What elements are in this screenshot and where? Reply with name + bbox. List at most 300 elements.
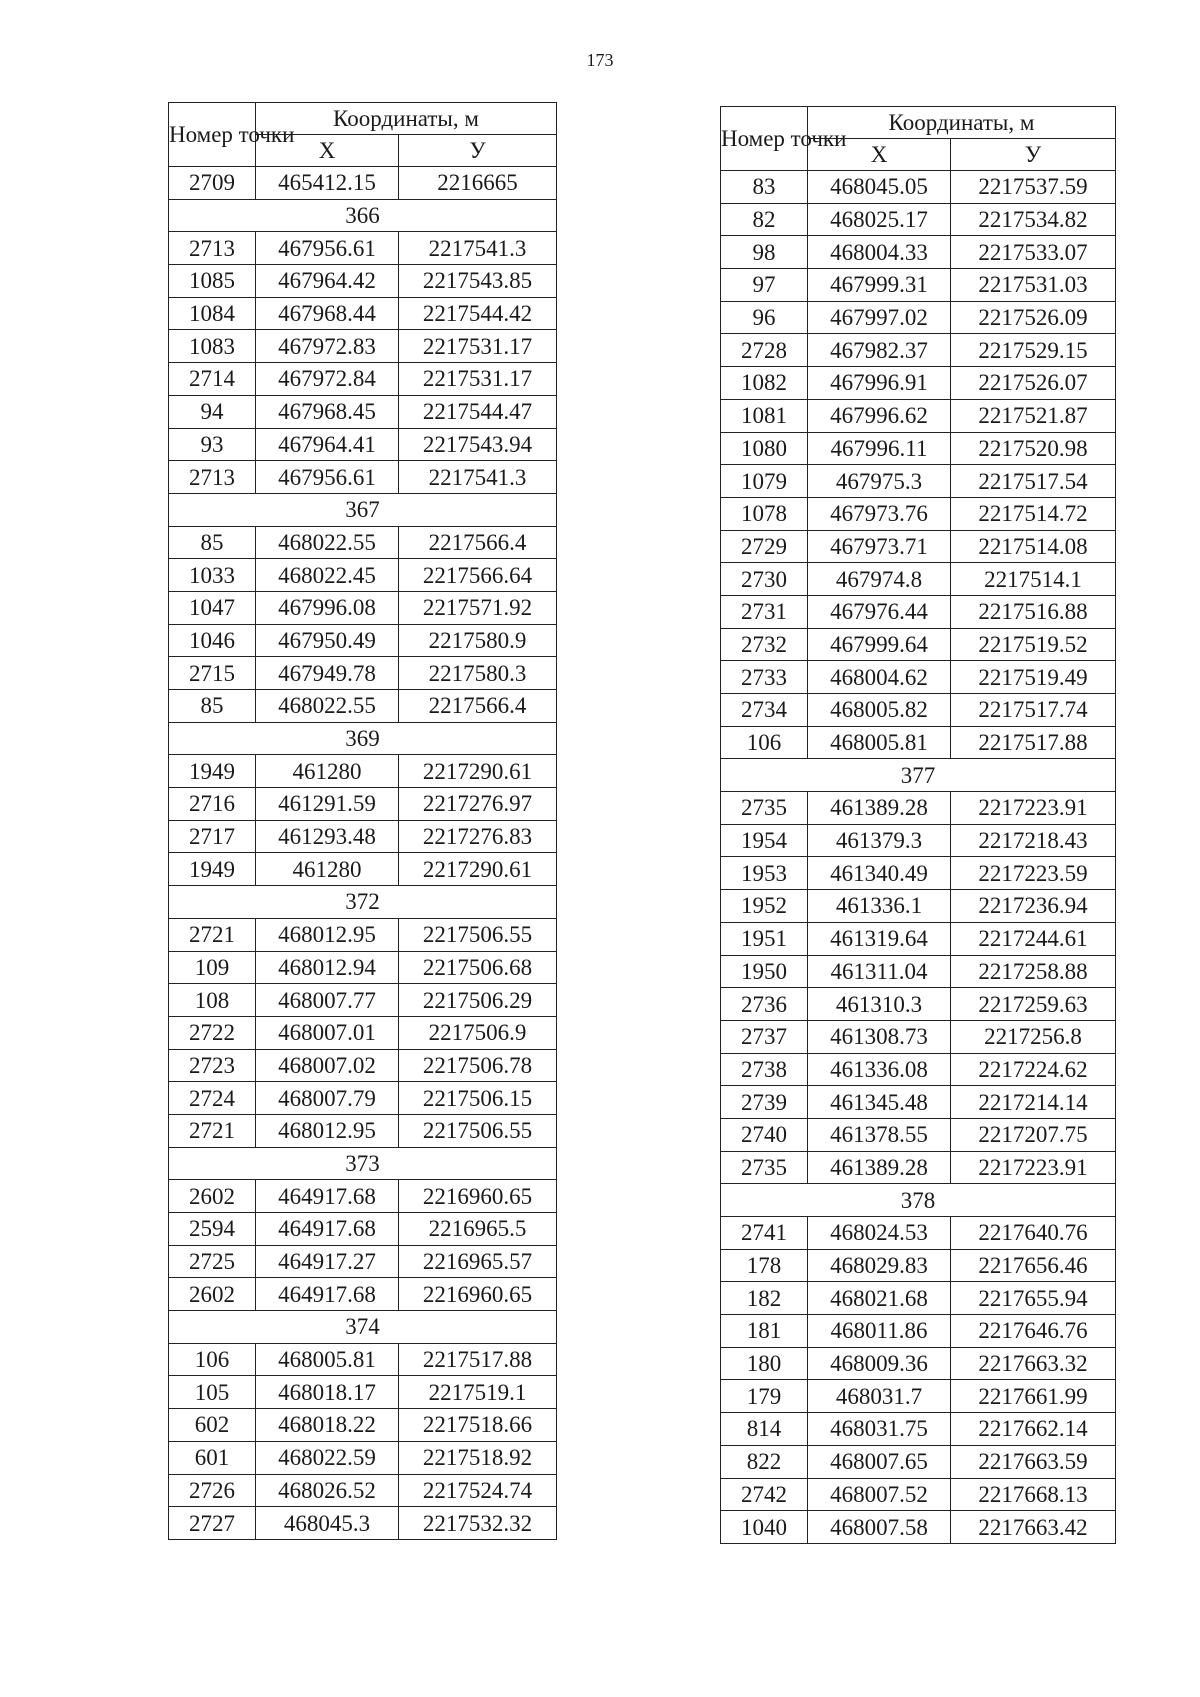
- y-coordinate-cell: 2217526.07: [951, 367, 1116, 400]
- point-number-cell: 2724: [169, 1082, 256, 1115]
- y-coordinate-cell: 2217223.59: [951, 857, 1116, 890]
- x-coordinate-cell: 467974.8: [808, 563, 951, 596]
- point-number-cell: 85: [169, 526, 256, 559]
- group-number: 369: [169, 722, 557, 755]
- coordinates-table-left: [168, 102, 557, 1540]
- table-row: [169, 1114, 557, 1147]
- x-coordinate-cell: 461340.49: [808, 857, 951, 890]
- x-coordinate-cell: 468004.33: [808, 236, 951, 269]
- point-number-cell: 2709: [169, 167, 256, 200]
- table-row: [169, 526, 557, 559]
- header-x: X: [808, 139, 951, 171]
- table-row: [169, 1441, 557, 1474]
- x-coordinate-cell: 468005.81: [808, 726, 951, 759]
- x-coordinate-cell: 464917.68: [256, 1213, 399, 1246]
- point-number-cell: 2713: [169, 232, 256, 265]
- point-number-cell: 83: [721, 171, 808, 204]
- x-coordinate-cell: 468012.95: [256, 1114, 399, 1147]
- point-number-cell: 1083: [169, 330, 256, 363]
- x-coordinate-cell: 464917.68: [256, 1180, 399, 1213]
- y-coordinate-cell: 2217214.14: [951, 1086, 1116, 1119]
- point-number-cell: 2713: [169, 461, 256, 494]
- point-number-cell: 2727: [169, 1507, 256, 1540]
- y-coordinate-cell: 2216665: [399, 167, 557, 200]
- table-row: [721, 1282, 1116, 1315]
- table-row: [721, 563, 1116, 596]
- x-coordinate-cell: 467999.64: [808, 628, 951, 661]
- group-row: [169, 199, 557, 232]
- point-number-cell: 1033: [169, 559, 256, 592]
- y-coordinate-cell: 2217517.88: [951, 726, 1116, 759]
- y-coordinate-cell: 2217276.97: [399, 788, 557, 821]
- point-number-cell: 1079: [721, 465, 808, 498]
- table-row: [721, 399, 1116, 432]
- point-number-cell: 2733: [721, 661, 808, 694]
- table-row: [169, 591, 557, 624]
- x-coordinate-cell: 468007.52: [808, 1478, 951, 1511]
- y-coordinate-cell: 2217258.88: [951, 955, 1116, 988]
- group-number: 367: [169, 493, 557, 526]
- y-coordinate-cell: 2217566.4: [399, 690, 557, 723]
- point-number-cell: 2737: [721, 1020, 808, 1053]
- y-coordinate-cell: 2217514.08: [951, 530, 1116, 563]
- header-point-number: Номер точки: [721, 107, 808, 171]
- point-number-cell: 182: [721, 1282, 808, 1315]
- x-coordinate-cell: 468022.45: [256, 559, 399, 592]
- y-coordinate-cell: 2217506.29: [399, 984, 557, 1017]
- x-coordinate-cell: 468029.83: [808, 1249, 951, 1282]
- point-number-cell: 2602: [169, 1180, 256, 1213]
- x-coordinate-cell: 461280: [256, 755, 399, 788]
- y-coordinate-cell: 2217506.78: [399, 1049, 557, 1082]
- group-row: [169, 493, 557, 526]
- group-number: 373: [169, 1147, 557, 1180]
- group-row: [721, 759, 1116, 792]
- x-coordinate-cell: 467975.3: [808, 465, 951, 498]
- y-coordinate-cell: 2217571.92: [399, 591, 557, 624]
- x-coordinate-cell: 468007.79: [256, 1082, 399, 1115]
- x-coordinate-cell: 461310.3: [808, 988, 951, 1021]
- point-number-cell: 1080: [721, 432, 808, 465]
- y-coordinate-cell: 2217518.66: [399, 1409, 557, 1442]
- y-coordinate-cell: 2217244.61: [951, 922, 1116, 955]
- y-coordinate-cell: 2217207.75: [951, 1118, 1116, 1151]
- header-y: У: [951, 139, 1116, 171]
- table-row: [721, 824, 1116, 857]
- y-coordinate-cell: 2217531.17: [399, 330, 557, 363]
- group-row: [169, 886, 557, 919]
- y-coordinate-cell: 2217662.14: [951, 1413, 1116, 1446]
- y-coordinate-cell: 2217655.94: [951, 1282, 1116, 1315]
- point-number-cell: 1953: [721, 857, 808, 890]
- table-row: [169, 232, 557, 265]
- x-coordinate-cell: 461336.08: [808, 1053, 951, 1086]
- y-coordinate-cell: 2217518.92: [399, 1441, 557, 1474]
- x-coordinate-cell: 467964.41: [256, 428, 399, 461]
- table-row: [169, 1082, 557, 1115]
- table-row: [721, 1249, 1116, 1282]
- y-coordinate-cell: 2217506.68: [399, 951, 557, 984]
- point-number-cell: 2738: [721, 1053, 808, 1086]
- table-row: [721, 595, 1116, 628]
- y-coordinate-cell: 2217541.3: [399, 461, 557, 494]
- x-coordinate-cell: 468018.22: [256, 1409, 399, 1442]
- table-row: [169, 265, 557, 298]
- point-number-cell: 1951: [721, 922, 808, 955]
- table-row: [721, 1413, 1116, 1446]
- point-number-cell: 1040: [721, 1511, 808, 1544]
- y-coordinate-cell: 2216960.65: [399, 1180, 557, 1213]
- table-row: [721, 1380, 1116, 1413]
- point-number-cell: 2736: [721, 988, 808, 1021]
- point-number-cell: 85: [169, 690, 256, 723]
- y-coordinate-cell: 2217276.83: [399, 820, 557, 853]
- x-coordinate-cell: 467956.61: [256, 232, 399, 265]
- point-number-cell: 1085: [169, 265, 256, 298]
- point-number-cell: 181: [721, 1315, 808, 1348]
- point-number-cell: 178: [721, 1249, 808, 1282]
- point-number-cell: 2729: [721, 530, 808, 563]
- table-body-right: [721, 171, 1116, 1544]
- table-row: [169, 1409, 557, 1442]
- table-row: [169, 1180, 557, 1213]
- header-point-number: Номер точки: [169, 103, 256, 167]
- table-row: [721, 367, 1116, 400]
- y-coordinate-cell: 2217223.91: [951, 792, 1116, 825]
- table-row: [721, 1347, 1116, 1380]
- point-number-cell: 2740: [721, 1118, 808, 1151]
- x-coordinate-cell: 467964.42: [256, 265, 399, 298]
- point-number-cell: 2741: [721, 1217, 808, 1250]
- x-coordinate-cell: 468011.86: [808, 1315, 951, 1348]
- page-number: 173: [586, 50, 614, 70]
- y-coordinate-cell: 2217533.07: [951, 236, 1116, 269]
- table-row: [169, 1016, 557, 1049]
- table-row: [169, 1474, 557, 1507]
- table-row: [169, 1278, 557, 1311]
- y-coordinate-cell: 2217514.72: [951, 497, 1116, 530]
- point-number-cell: 1949: [169, 755, 256, 788]
- y-coordinate-cell: 2217544.42: [399, 297, 557, 330]
- x-coordinate-cell: 467996.62: [808, 399, 951, 432]
- y-coordinate-cell: 2217566.64: [399, 559, 557, 592]
- x-coordinate-cell: 468007.65: [808, 1445, 951, 1478]
- header-coordinates: Координаты, м: [808, 107, 1116, 139]
- point-number-cell: 1084: [169, 297, 256, 330]
- x-coordinate-cell: 461389.28: [808, 1151, 951, 1184]
- x-coordinate-cell: 467949.78: [256, 657, 399, 690]
- table-row: [169, 461, 557, 494]
- point-number-cell: 108: [169, 984, 256, 1017]
- y-coordinate-cell: 2217646.76: [951, 1315, 1116, 1348]
- table-row: [721, 1445, 1116, 1478]
- x-coordinate-cell: 461345.48: [808, 1086, 951, 1119]
- y-coordinate-cell: 2217544.47: [399, 395, 557, 428]
- y-coordinate-cell: 2217521.87: [951, 399, 1116, 432]
- table-row: [721, 1086, 1116, 1119]
- y-coordinate-cell: 2217663.42: [951, 1511, 1116, 1544]
- point-number-cell: 2723: [169, 1049, 256, 1082]
- x-coordinate-cell: 468012.95: [256, 918, 399, 951]
- point-number-cell: 93: [169, 428, 256, 461]
- table-row: [721, 1118, 1116, 1151]
- x-coordinate-cell: 468022.55: [256, 526, 399, 559]
- table-row: [721, 694, 1116, 727]
- point-number-cell: 2716: [169, 788, 256, 821]
- x-coordinate-cell: 467950.49: [256, 624, 399, 657]
- y-coordinate-cell: 2217566.4: [399, 526, 557, 559]
- x-coordinate-cell: 461293.48: [256, 820, 399, 853]
- x-coordinate-cell: 461379.3: [808, 824, 951, 857]
- point-number-cell: 98: [721, 236, 808, 269]
- x-coordinate-cell: 468005.81: [256, 1343, 399, 1376]
- table-row: [721, 269, 1116, 302]
- table-row: [169, 820, 557, 853]
- point-number-cell: 602: [169, 1409, 256, 1442]
- table-row: [721, 955, 1116, 988]
- y-coordinate-cell: 2217534.82: [951, 203, 1116, 236]
- y-coordinate-cell: 2217506.55: [399, 918, 557, 951]
- point-number-cell: 2726: [169, 1474, 256, 1507]
- table-row: [721, 236, 1116, 269]
- table-row: [721, 890, 1116, 923]
- point-number-cell: 2728: [721, 334, 808, 367]
- point-number-cell: 2742: [721, 1478, 808, 1511]
- point-number-cell: 179: [721, 1380, 808, 1413]
- x-coordinate-cell: 461308.73: [808, 1020, 951, 1053]
- x-coordinate-cell: 468031.75: [808, 1413, 951, 1446]
- point-number-cell: 97: [721, 269, 808, 302]
- header-coordinates: Координаты, м: [256, 103, 557, 135]
- x-coordinate-cell: 467968.45: [256, 395, 399, 428]
- table-row: [721, 1315, 1116, 1348]
- point-number-cell: 2730: [721, 563, 808, 596]
- point-number-cell: 106: [721, 726, 808, 759]
- x-coordinate-cell: 467976.44: [808, 595, 951, 628]
- y-coordinate-cell: 2217259.63: [951, 988, 1116, 1021]
- y-coordinate-cell: 2217656.46: [951, 1249, 1116, 1282]
- table-row: [721, 1151, 1116, 1184]
- y-coordinate-cell: 2217531.17: [399, 363, 557, 396]
- x-coordinate-cell: 468025.17: [808, 203, 951, 236]
- table-row: [721, 661, 1116, 694]
- y-coordinate-cell: 2217517.88: [399, 1343, 557, 1376]
- x-coordinate-cell: 467973.76: [808, 497, 951, 530]
- table-row: [169, 363, 557, 396]
- table-row: [721, 1511, 1116, 1544]
- y-coordinate-cell: 2217519.52: [951, 628, 1116, 661]
- y-coordinate-cell: 2217506.9: [399, 1016, 557, 1049]
- table-row: [721, 432, 1116, 465]
- header-y: У: [399, 135, 557, 167]
- x-coordinate-cell: 467982.37: [808, 334, 951, 367]
- table-row: [721, 301, 1116, 334]
- point-number-cell: 2735: [721, 1151, 808, 1184]
- x-coordinate-cell: 467956.61: [256, 461, 399, 494]
- y-coordinate-cell: 2217519.49: [951, 661, 1116, 694]
- y-coordinate-cell: 2217543.85: [399, 265, 557, 298]
- point-number-cell: 822: [721, 1445, 808, 1478]
- table-row: [721, 726, 1116, 759]
- y-coordinate-cell: 2217236.94: [951, 890, 1116, 923]
- table-row: [169, 690, 557, 723]
- x-coordinate-cell: 467996.91: [808, 367, 951, 400]
- x-coordinate-cell: 468045.3: [256, 1507, 399, 1540]
- table-row: [721, 530, 1116, 563]
- table-row: [169, 428, 557, 461]
- table-row: [721, 1053, 1116, 1086]
- x-coordinate-cell: 468007.02: [256, 1049, 399, 1082]
- point-number-cell: 1078: [721, 497, 808, 530]
- y-coordinate-cell: 2217223.91: [951, 1151, 1116, 1184]
- point-number-cell: 1046: [169, 624, 256, 657]
- y-coordinate-cell: 2217531.03: [951, 269, 1116, 302]
- table-row: [169, 918, 557, 951]
- group-number: 372: [169, 886, 557, 919]
- y-coordinate-cell: 2217529.15: [951, 334, 1116, 367]
- point-number-cell: 2714: [169, 363, 256, 396]
- y-coordinate-cell: 2217663.59: [951, 1445, 1116, 1478]
- point-number-cell: 1950: [721, 955, 808, 988]
- x-coordinate-cell: 465412.15: [256, 167, 399, 200]
- table-row: [721, 334, 1116, 367]
- x-coordinate-cell: 468026.52: [256, 1474, 399, 1507]
- x-coordinate-cell: 468021.68: [808, 1282, 951, 1315]
- point-number-cell: 2735: [721, 792, 808, 825]
- table-row: [169, 657, 557, 690]
- point-number-cell: 2717: [169, 820, 256, 853]
- table-row: [169, 559, 557, 592]
- table-row: [721, 988, 1116, 1021]
- x-coordinate-cell: 468022.59: [256, 1441, 399, 1474]
- table-row: [169, 1213, 557, 1246]
- group-row: [169, 1147, 557, 1180]
- x-coordinate-cell: 467968.44: [256, 297, 399, 330]
- y-coordinate-cell: 2217537.59: [951, 171, 1116, 204]
- y-coordinate-cell: 2217218.43: [951, 824, 1116, 857]
- y-coordinate-cell: 2217580.9: [399, 624, 557, 657]
- point-number-cell: 1954: [721, 824, 808, 857]
- x-coordinate-cell: 461319.64: [808, 922, 951, 955]
- point-number-cell: 1952: [721, 890, 808, 923]
- point-number-cell: 601: [169, 1441, 256, 1474]
- table-row: [169, 624, 557, 657]
- group-row: [721, 1184, 1116, 1217]
- y-coordinate-cell: 2217520.98: [951, 432, 1116, 465]
- point-number-cell: 2715: [169, 657, 256, 690]
- y-coordinate-cell: 2216960.65: [399, 1278, 557, 1311]
- point-number-cell: 2721: [169, 1114, 256, 1147]
- point-number-cell: 2739: [721, 1086, 808, 1119]
- y-coordinate-cell: 2217506.15: [399, 1082, 557, 1115]
- y-coordinate-cell: 2217290.61: [399, 853, 557, 886]
- x-coordinate-cell: 467996.11: [808, 432, 951, 465]
- table-row: [169, 395, 557, 428]
- y-coordinate-cell: 2217517.74: [951, 694, 1116, 727]
- group-row: [169, 1311, 557, 1344]
- x-coordinate-cell: 468007.77: [256, 984, 399, 1017]
- x-coordinate-cell: 468022.55: [256, 690, 399, 723]
- point-number-cell: 2602: [169, 1278, 256, 1311]
- x-coordinate-cell: 467972.84: [256, 363, 399, 396]
- table-row: [169, 1245, 557, 1278]
- y-coordinate-cell: 2217506.55: [399, 1114, 557, 1147]
- table-row: [721, 171, 1116, 204]
- y-coordinate-cell: 2217532.32: [399, 1507, 557, 1540]
- y-coordinate-cell: 2217541.3: [399, 232, 557, 265]
- x-coordinate-cell: 461311.04: [808, 955, 951, 988]
- y-coordinate-cell: 2216965.5: [399, 1213, 557, 1246]
- y-coordinate-cell: 2217517.54: [951, 465, 1116, 498]
- y-coordinate-cell: 2217516.88: [951, 595, 1116, 628]
- header-x: X: [256, 135, 399, 167]
- point-number-cell: 2731: [721, 595, 808, 628]
- y-coordinate-cell: 2217526.09: [951, 301, 1116, 334]
- table-row: [721, 203, 1116, 236]
- x-coordinate-cell: 467972.83: [256, 330, 399, 363]
- table-row: [169, 1343, 557, 1376]
- x-coordinate-cell: 468009.36: [808, 1347, 951, 1380]
- point-number-cell: 105: [169, 1376, 256, 1409]
- y-coordinate-cell: 2217524.74: [399, 1474, 557, 1507]
- coordinates-table-right: [720, 106, 1116, 1544]
- x-coordinate-cell: 468045.05: [808, 171, 951, 204]
- x-coordinate-cell: 461389.28: [808, 792, 951, 825]
- table-row: [169, 755, 557, 788]
- y-coordinate-cell: 2217640.76: [951, 1217, 1116, 1250]
- point-number-cell: 82: [721, 203, 808, 236]
- point-number-cell: 106: [169, 1343, 256, 1376]
- table-row: [169, 297, 557, 330]
- table-row: [169, 167, 557, 200]
- point-number-cell: 2725: [169, 1245, 256, 1278]
- group-row: [169, 722, 557, 755]
- point-number-cell: 1047: [169, 591, 256, 624]
- x-coordinate-cell: 467996.08: [256, 591, 399, 624]
- x-coordinate-cell: 461280: [256, 853, 399, 886]
- x-coordinate-cell: 468004.62: [808, 661, 951, 694]
- x-coordinate-cell: 464917.27: [256, 1245, 399, 1278]
- table-row: [721, 922, 1116, 955]
- point-number-cell: 2734: [721, 694, 808, 727]
- table-body-left: [169, 167, 557, 1540]
- point-number-cell: 1082: [721, 367, 808, 400]
- table-row: [721, 1478, 1116, 1511]
- table-row: [721, 628, 1116, 661]
- point-number-cell: 96: [721, 301, 808, 334]
- x-coordinate-cell: 464917.68: [256, 1278, 399, 1311]
- x-coordinate-cell: 467997.02: [808, 301, 951, 334]
- group-number: 377: [721, 759, 1116, 792]
- table-row: [169, 1049, 557, 1082]
- x-coordinate-cell: 467999.31: [808, 269, 951, 302]
- table-row: [721, 465, 1116, 498]
- y-coordinate-cell: 2217290.61: [399, 755, 557, 788]
- y-coordinate-cell: 2217543.94: [399, 428, 557, 461]
- group-number: 366: [169, 199, 557, 232]
- y-coordinate-cell: 2217580.3: [399, 657, 557, 690]
- y-coordinate-cell: 2216965.57: [399, 1245, 557, 1278]
- table-row: [169, 788, 557, 821]
- table-row: [169, 951, 557, 984]
- x-coordinate-cell: 468012.94: [256, 951, 399, 984]
- y-coordinate-cell: 2217224.62: [951, 1053, 1116, 1086]
- table-row: [169, 984, 557, 1017]
- point-number-cell: 94: [169, 395, 256, 428]
- group-number: 374: [169, 1311, 557, 1344]
- x-coordinate-cell: 468007.58: [808, 1511, 951, 1544]
- point-number-cell: 180: [721, 1347, 808, 1380]
